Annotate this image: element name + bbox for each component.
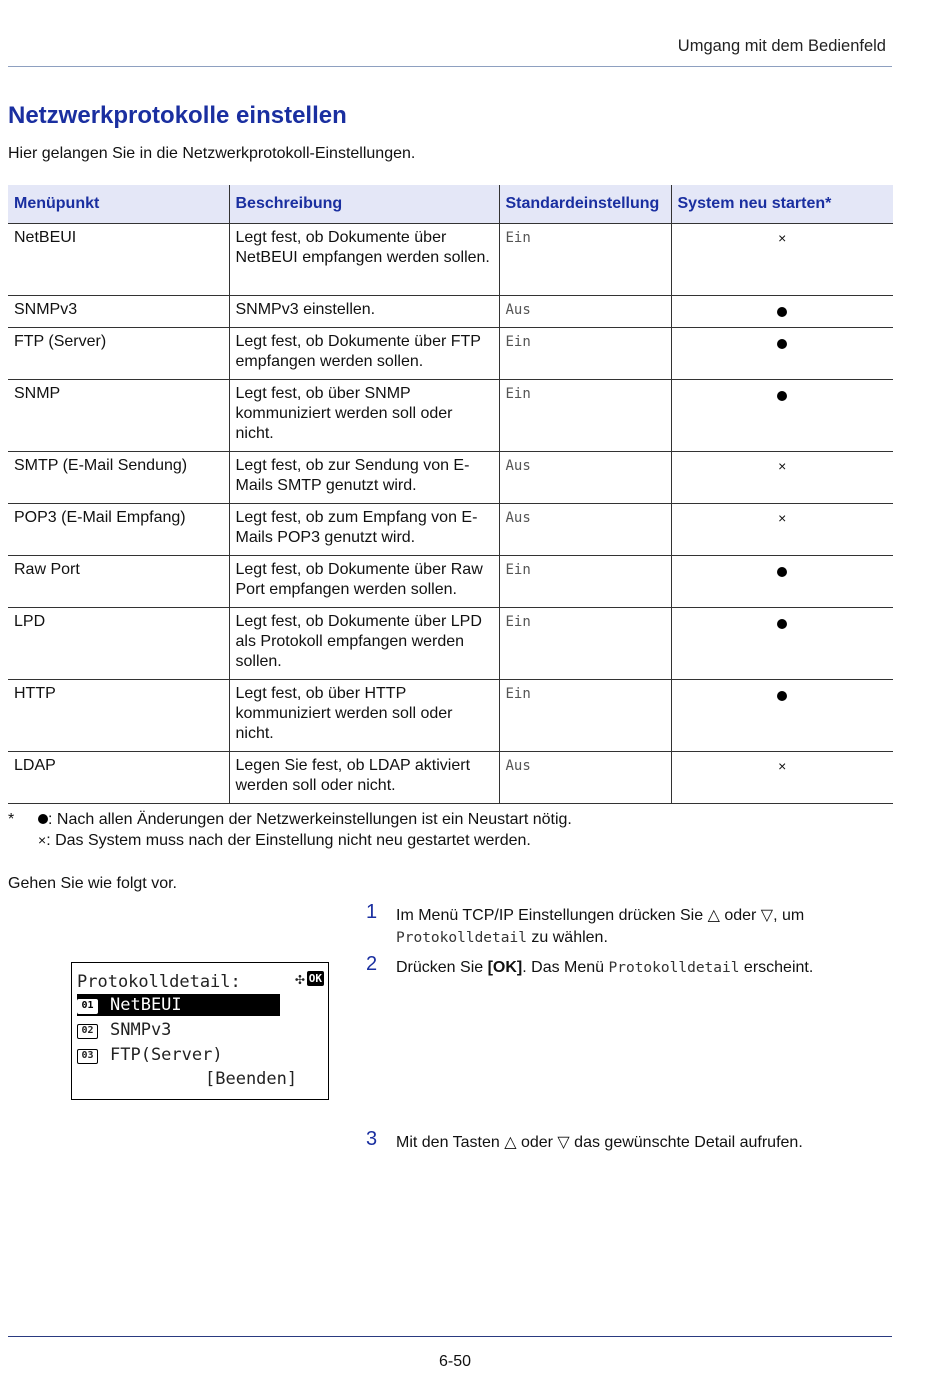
cell-description-text: Legt fest, ob Dokumente über Raw Port empfangen werden sollen. bbox=[235, 561, 483, 598]
cell-description bbox=[229, 752, 499, 804]
no-restart-icon: × bbox=[38, 832, 47, 848]
cell-default bbox=[499, 452, 671, 504]
cell-item-text: FTP (Server) bbox=[14, 333, 107, 350]
restart-required-icon bbox=[38, 814, 48, 824]
table-row bbox=[8, 504, 893, 556]
ok-key-icon: OK bbox=[308, 972, 322, 985]
cell-description bbox=[229, 380, 499, 452]
running-header: Umgang mit dem Bedienfeld bbox=[677, 37, 886, 55]
cell-item-text: POP3 (E-Mail Empfang) bbox=[14, 509, 186, 526]
column-header-restart: System neu starten* bbox=[671, 185, 893, 224]
cell-description bbox=[229, 296, 499, 328]
footnote-marker: * bbox=[8, 811, 15, 828]
intro-text: Hier gelangen Sie in die Netzwerkprotokoll-Einstellungen. bbox=[8, 145, 416, 162]
cell-description-text: Legt fest, ob Dokumente über FTP empfangen werden sollen. bbox=[235, 333, 481, 370]
footnote-dot-text: : Nach allen Änderungen der Netzwerkeinstellungen ist ein Neustart nötig. bbox=[48, 811, 572, 828]
restart-required-icon bbox=[777, 339, 787, 349]
column-header-default: Standardeinstellung bbox=[499, 185, 671, 224]
menu-name: Protokolldetail bbox=[396, 930, 527, 946]
cell-default bbox=[499, 224, 671, 296]
cell-restart bbox=[671, 296, 893, 328]
cell-description-text: Legt fest, ob Dokumente über NetBEUI empfangen werden sollen. bbox=[235, 229, 490, 266]
cell-default bbox=[499, 328, 671, 380]
cell-default-text: Aus bbox=[505, 758, 531, 774]
table-row bbox=[8, 380, 893, 452]
cell-description bbox=[229, 452, 499, 504]
menu-name: Protokolldetail bbox=[608, 960, 740, 976]
lcd-item-1 bbox=[77, 994, 280, 1016]
cell-default-text: Aus bbox=[505, 458, 531, 474]
column-header-description: Beschreibung bbox=[229, 185, 499, 224]
cell-item-text: SMTP (E-Mail Sendung) bbox=[14, 457, 188, 474]
step-text bbox=[396, 957, 856, 979]
cell-restart bbox=[671, 224, 893, 296]
cell-description-text: Legt fest, ob über HTTP kommuniziert werden soll oder nicht. bbox=[235, 685, 453, 742]
table-row bbox=[8, 556, 893, 608]
table-row bbox=[8, 224, 893, 296]
cell-item-text: NetBEUI bbox=[14, 229, 77, 246]
cell-default-text: Ein bbox=[505, 614, 531, 630]
cell-item-text: Raw Port bbox=[14, 561, 80, 578]
key-name: [OK] bbox=[487, 959, 523, 976]
restart-required-icon bbox=[777, 619, 787, 629]
page-title: Netzwerkprotokolle einstellen bbox=[8, 102, 347, 129]
cell-default-text: Ein bbox=[505, 686, 531, 702]
header-divider bbox=[8, 66, 892, 67]
restart-required-icon bbox=[777, 567, 787, 577]
cell-description bbox=[229, 328, 499, 380]
cell-item bbox=[8, 296, 229, 328]
lcd-item-label: NetBEUI bbox=[110, 995, 182, 1015]
lcd-title-icons bbox=[295, 971, 324, 991]
table-row bbox=[8, 680, 893, 752]
cell-description-text: Legen Sie fest, ob LDAP aktiviert werden soll oder nicht. bbox=[235, 757, 471, 794]
cell-item-text: SNMPv3 bbox=[14, 301, 78, 318]
cell-restart bbox=[671, 752, 893, 804]
page-number: 6-50 bbox=[438, 1353, 472, 1370]
cell-description bbox=[229, 556, 499, 608]
step-text-part: Drücken Sie bbox=[396, 959, 488, 976]
lcd-item-2 bbox=[77, 1019, 171, 1041]
cell-restart bbox=[671, 556, 893, 608]
cell-restart bbox=[671, 328, 893, 380]
lcd-exit-label: [Beenden] bbox=[205, 1069, 298, 1089]
item-number-badge: 03 bbox=[77, 1049, 98, 1064]
cell-item bbox=[8, 328, 229, 380]
cell-default bbox=[499, 380, 671, 452]
cell-default bbox=[499, 556, 671, 608]
no-restart-icon: × bbox=[778, 758, 787, 774]
table-row bbox=[8, 752, 893, 804]
cell-description bbox=[229, 680, 499, 752]
cell-default bbox=[499, 752, 671, 804]
step-text-part: . Das Menü bbox=[522, 959, 609, 976]
protocol-table bbox=[8, 185, 893, 804]
lcd-title: Protokolldetail: bbox=[77, 972, 241, 992]
cell-item-text: LPD bbox=[14, 613, 46, 630]
cell-item-text: HTTP bbox=[14, 685, 56, 702]
cell-item bbox=[8, 556, 229, 608]
step-text bbox=[396, 905, 856, 949]
step-text-part: erscheint. bbox=[739, 959, 814, 976]
navigation-cursor-icon: ✣ bbox=[295, 969, 305, 988]
lcd-item-label: FTP(Server) bbox=[110, 1045, 223, 1065]
footer-divider bbox=[8, 1336, 892, 1337]
lcd-item-3 bbox=[77, 1044, 223, 1066]
cell-item bbox=[8, 504, 229, 556]
cell-description bbox=[229, 504, 499, 556]
cell-item bbox=[8, 680, 229, 752]
cell-default-text: Ein bbox=[505, 230, 531, 246]
step-text-part: zu wählen. bbox=[526, 929, 608, 946]
cell-default-text: Aus bbox=[505, 510, 531, 526]
restart-required-icon bbox=[777, 691, 787, 701]
cell-default bbox=[499, 296, 671, 328]
table-row bbox=[8, 608, 893, 680]
cell-description bbox=[229, 608, 499, 680]
no-restart-icon: × bbox=[778, 510, 787, 526]
step-number: 2 bbox=[366, 953, 378, 975]
table-row bbox=[8, 296, 893, 328]
restart-required-icon bbox=[777, 391, 787, 401]
step-number: 3 bbox=[366, 1128, 378, 1150]
lcd-item-label: SNMPv3 bbox=[110, 1020, 172, 1040]
table-header-row bbox=[8, 185, 893, 224]
cell-item-text: LDAP bbox=[14, 757, 56, 774]
cell-default bbox=[499, 504, 671, 556]
cell-default-text: Ein bbox=[505, 334, 531, 350]
step-number: 1 bbox=[366, 901, 378, 923]
step-text: Mit den Tasten △ oder ▽ das gewünschte Detail aufrufen. bbox=[396, 1134, 803, 1151]
table-row bbox=[8, 452, 893, 504]
cell-item-text: SNMP bbox=[14, 385, 61, 402]
cell-description-text: Legt fest, ob Dokumente über LPD als Protokoll empfangen werden sollen. bbox=[235, 613, 482, 670]
footnote-cross-text: : Das System muss nach der Einstellung nicht neu gestartet werden. bbox=[46, 832, 531, 849]
column-header-item: Menüpunkt bbox=[8, 185, 229, 224]
cell-item bbox=[8, 380, 229, 452]
cell-restart bbox=[671, 380, 893, 452]
cell-default bbox=[499, 680, 671, 752]
cell-default-text: Aus bbox=[505, 302, 531, 318]
table-row bbox=[8, 328, 893, 380]
cell-item bbox=[8, 608, 229, 680]
item-number-badge: 01 bbox=[77, 999, 98, 1014]
procedure-intro: Gehen Sie wie folgt vor. bbox=[8, 875, 177, 892]
cell-description-text: Legt fest, ob zur Sendung von E-Mails SMTP genutzt wird. bbox=[235, 457, 470, 494]
cell-restart bbox=[671, 452, 893, 504]
cell-restart bbox=[671, 608, 893, 680]
cell-description-text: Legt fest, ob zum Empfang von E-Mails POP3 genutzt wird. bbox=[235, 509, 478, 546]
cell-description bbox=[229, 224, 499, 296]
cell-item bbox=[8, 752, 229, 804]
no-restart-icon: × bbox=[778, 230, 787, 246]
cell-item bbox=[8, 224, 229, 296]
lcd-screen bbox=[71, 962, 329, 1100]
item-number-badge: 02 bbox=[77, 1024, 98, 1039]
cell-default-text: Ein bbox=[505, 562, 531, 578]
cell-description-text: SNMPv3 einstellen. bbox=[235, 301, 376, 318]
restart-required-icon bbox=[777, 307, 787, 317]
cell-default-text: Ein bbox=[505, 386, 531, 402]
no-restart-icon: × bbox=[778, 458, 787, 474]
cell-restart bbox=[671, 680, 893, 752]
cell-restart bbox=[671, 504, 893, 556]
cell-description-text: Legt fest, ob über SNMP kommuniziert werden soll oder nicht. bbox=[235, 385, 453, 442]
cell-default bbox=[499, 608, 671, 680]
cell-item bbox=[8, 452, 229, 504]
step-text-part: Im Menü TCP/IP Einstellungen drücken Sie △ oder ▽, um bbox=[396, 907, 805, 924]
